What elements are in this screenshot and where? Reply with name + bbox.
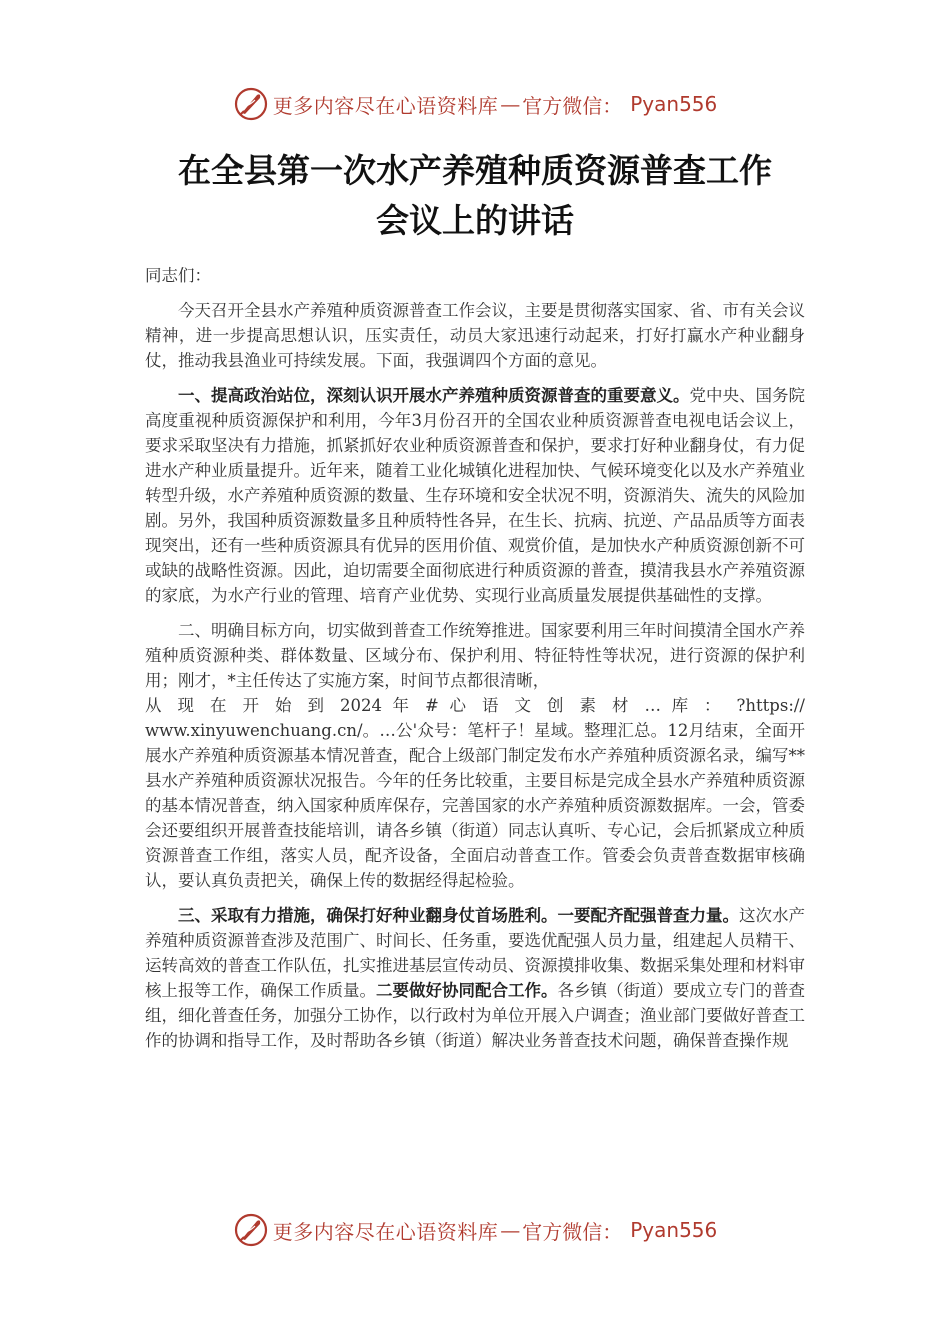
- title-line-2: 会议上的讲话: [376, 201, 574, 240]
- document-title: [100, 146, 850, 246]
- watermark-banner-bottom: [0, 1210, 950, 1250]
- watermark-text: 更多内容尽在心语资料库: [272, 93, 499, 118]
- watermark-wechat-label: 官方微信：: [522, 93, 623, 118]
- watermark-separator: —: [500, 1218, 521, 1242]
- watermark-wechat-label: 官方微信：: [522, 1219, 623, 1244]
- watermark-wechat-id: Pyan556: [630, 92, 718, 116]
- greeting: 同志们：: [145, 266, 211, 285]
- section-2-part-2: www.xinyuwenchuang.cn/。…公'众号：笔杆子！星域。整理汇总。12月结束，全面开展水产养殖种质资源基本情况普查，配合上级部门制定发布水产养殖种质资源名录，编写**县水产养殖种质资源状况报告。今年的任务比较重，主要目标是完成全县水产养殖种质资源的基本情况普查，纳入国家种质库保存，完善国家的水产养殖种质资源数据库。一会，管委会还要组织开展普查技能培训，请各乡镇（街道）同志认真听、专心记，会后抓紧成立种质资源普查工作组，落实人员，配齐设备，全面启动普查工作。管委会负责普查数据审核确认，要认真负责把关，确保上传的数据经得起检验。: [145, 721, 805, 890]
- document-body: [145, 263, 805, 1063]
- watermark-separator: —: [500, 92, 521, 116]
- section-3-paragraph: [145, 903, 805, 1053]
- intro-paragraph: 今天召开全县水产养殖种质资源普查工作会议，主要是贯彻落实国家、省、市有关会议精神，进一步提高思想认识，压实责任，动员大家迅速行动起来，打好打赢水产种业翻身仗，推动我县渔业可持续发展。下面，我强调四个方面的意见。: [145, 301, 805, 370]
- section-1-paragraph: [145, 383, 805, 608]
- section-1-heading: 一、提高政治站位，深刻认识开展水产养殖种质资源普查的重要意义。: [178, 386, 690, 405]
- watermark-text: 更多内容尽在心语资料库: [272, 1219, 499, 1244]
- quill-logo-icon: [233, 1212, 269, 1248]
- watermark-banner-top: [0, 84, 950, 124]
- section-3-body-2: 各乡镇（街道）要成立专门的普查组，细化普查任务，加强分工协作，以行政村为单位开展入户调查；渔业部门要做好普查工作的协调和指导工作，及时帮助各乡镇（街道）解决业务普查技术问题，确保普查操作规: [145, 981, 805, 1050]
- section-2-part-1: 二、明确目标方向，切实做到普查工作统筹推进。国家要利用三年时间摸清全国水产养殖种质资源种类、群体数量、区域分布、保护利用、特征特性等状况，进行资源的保护利用；刚才，*主任传达了实施方案，时间节点都很清晰，: [145, 621, 805, 690]
- section-3-subheading-2: 二要做好协同配合工作。: [376, 981, 558, 1000]
- section-2-spaced-line: 从 现 在 开 始 到 2024 年 # 心 语 文 创 素 材 … 库 ： ?https://: [145, 696, 805, 715]
- watermark-wechat-id: Pyan556: [630, 1218, 718, 1242]
- section-3-body-1: 这次水产养殖种质资源普查涉及范围广、时间长、任务重，要选优配强人员力量，组建起人员精干、运转高效的普查工作队伍，扎实推进基层宣传动员、资源摸排收集、数据采集处理和材料审核上报等工作，确保工作质量。: [145, 906, 805, 1000]
- section-3-heading: 三、采取有力措施，确保打好种业翻身仗首场胜利。一要配齐配强普查力量。: [178, 906, 739, 925]
- title-line-1: 在全县第一次水产养殖种质资源普查工作: [178, 151, 772, 190]
- section-1-body: 党中央、国务院高度重视种质资源保护和利用，今年3月份召开的全国农业种质资源普查电视电话会议上，要求采取坚决有力措施，抓紧抓好农业种质资源普查和保护，要求打好种业翻身仗，有力促进水产种业质量提升。近年来，随着工业化城镇化进程加快、气候环境变化以及水产养殖业转型升级，水产养殖种质资源的数量、生存环境和安全状况不明，资源消失、流失的风险加剧。另外，我国种质资源数量多且种质特性各异，在生长、抗病、抗逆、产品品质等方面表现突出，还有一些种质资源具有优异的医用价值、观赏价值，是加快水产种质资源创新不可或缺的战略性资源。因此，迫切需要全面彻底进行种质资源的普查，摸清我县水产养殖资源的家底，为水产行业的管理、培育产业优势、实现行业高质量发展提供基础性的支撑。: [145, 386, 805, 605]
- section-2-paragraph: [145, 618, 805, 893]
- quill-logo-icon: [233, 86, 269, 122]
